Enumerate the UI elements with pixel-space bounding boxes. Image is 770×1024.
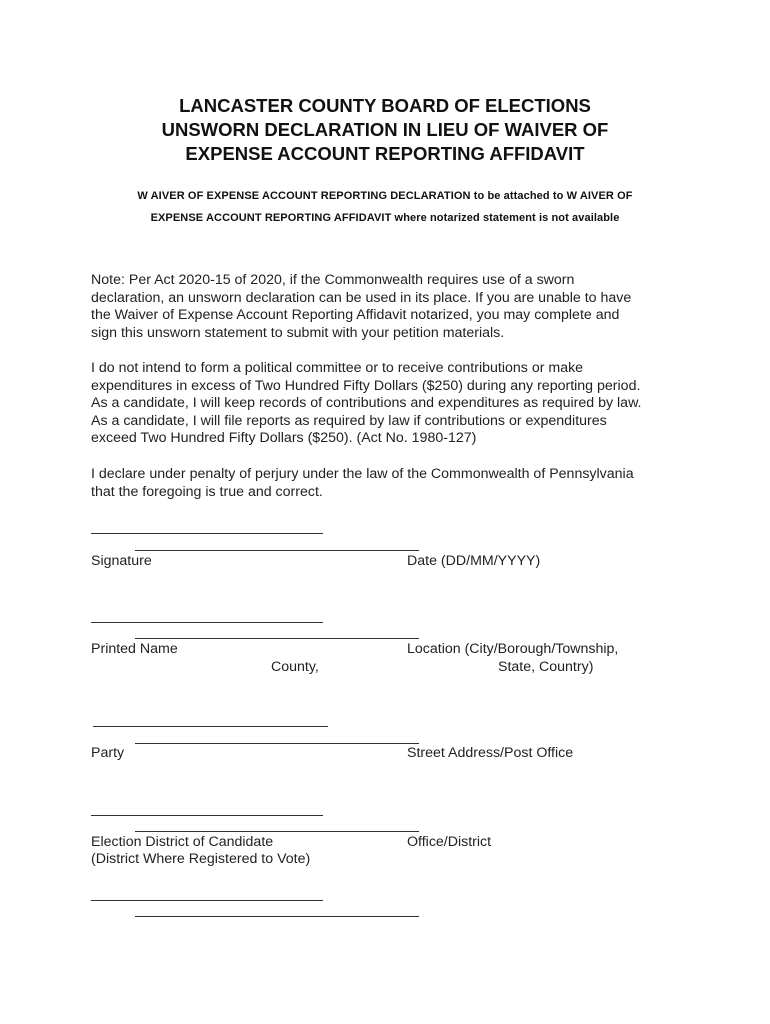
statement-line: I do not intend to form a political committee or to receive contributions or make (91, 360, 584, 376)
extra-input-line[interactable] (91, 900, 323, 901)
note-line: the Waiver of Expense Account Reporting Affidavit notarized, you may complete and (91, 307, 620, 323)
declaration-paragraph (91, 466, 691, 501)
extra-input-line-2[interactable] (135, 916, 419, 917)
signature-label: Signature (91, 553, 152, 569)
document-title-line3: EXPENSE ACCOUNT REPORTING AFFIDAVIT (185, 143, 585, 164)
office-district-input-line[interactable] (135, 831, 419, 832)
election-district-input-line[interactable] (91, 815, 323, 816)
statement-line: expenditures in excess of Two Hundred Fifty Dollars ($250) during any reporting period. (91, 377, 641, 394)
election-district-label-line2: (District Where Registered to Vote) (91, 851, 311, 867)
street-address-label: Street Address/Post Office (407, 745, 574, 761)
election-district-label-line1: Election District of Candidate (91, 834, 274, 850)
declaration-line: I declare under penalty of perjury under the law of the Commonwealth of Pennsylvania (91, 466, 634, 482)
party-input-line[interactable] (93, 726, 328, 727)
printed-name-input-line[interactable] (91, 622, 323, 623)
declaration-line: that the foregoing is true and correct. (91, 483, 323, 500)
signature-input-line[interactable] (91, 533, 323, 534)
location-input-line[interactable] (135, 638, 419, 639)
party-label: Party (91, 745, 125, 761)
county-label: County, (271, 659, 319, 675)
street-address-input-line[interactable] (135, 743, 419, 744)
date-label: Date (DD/MM/YYYY) (407, 553, 541, 569)
statement-paragraph (91, 360, 691, 448)
document-title-line2: UNSWORN DECLARATION IN LIEU OF WAIVER OF (161, 119, 609, 140)
note-paragraph (91, 272, 691, 342)
subtitle-line1: W AIVER OF EXPENSE ACCOUNT REPORTING DECLARATION to be attached to W AIVER OF (137, 190, 633, 202)
statement-line: exceed Two Hundred Fifty Dollars ($250). (Act No. 1980-127) (91, 430, 477, 446)
note-line: sign this unsworn statement to submit with your petition materials. (91, 324, 505, 341)
date-input-line[interactable] (135, 550, 419, 551)
document-title-line1: LANCASTER COUNTY BOARD OF ELECTIONS (179, 95, 591, 116)
note-line: declaration, an unsworn declaration can be used in its place. If you are unable to have (91, 289, 632, 306)
note-line: Note: Per Act 2020-15 of 2020, if the Commonwealth requires use of a sworn (91, 272, 575, 288)
subtitle-line2: EXPENSE ACCOUNT REPORTING AFFIDAVIT where notarized statement is not available (150, 212, 620, 224)
printed-name-label: Printed Name (91, 641, 178, 657)
statement-line: As a candidate, I will keep records of contributions and expenditures as required by law. (91, 395, 642, 411)
office-district-label: Office/District (407, 834, 492, 850)
location-label-line2: State, Country) (498, 659, 594, 675)
location-label-line1: Location (City/Borough/Township, (407, 641, 619, 657)
statement-line: As a candidate, I will file reports as required by law if contributions or expenditures (91, 412, 607, 429)
